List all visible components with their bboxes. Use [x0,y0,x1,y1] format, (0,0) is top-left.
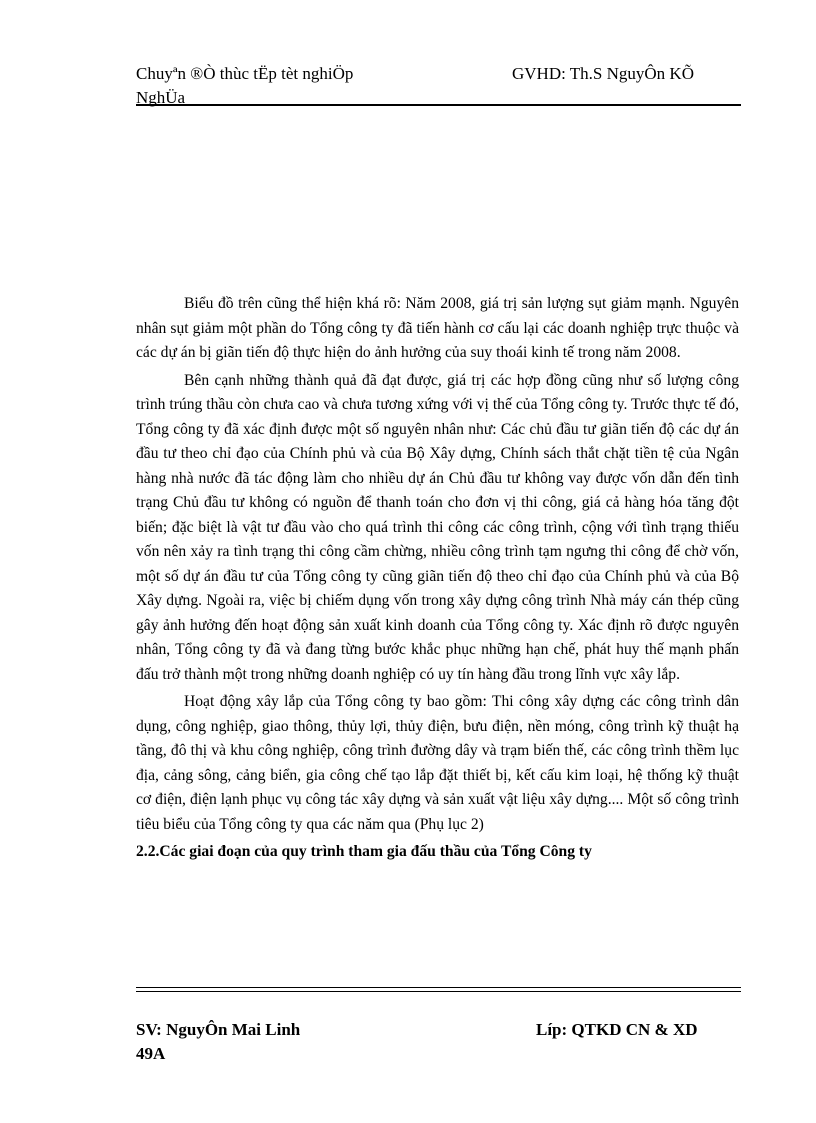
header-title [136,62,353,110]
header-advisor: GVHD: Th.S NguyÔn KÕ [512,64,694,83]
footer-student [136,1018,300,1066]
body-paragraph-1: Biểu đồ trên cũng thể hiện khá rõ: Năm 2008, giá trị sản lượng sụt giảm mạnh. Nguyên nhân sụt giảm một phần do Tổng công ty đã tiến hành cơ cấu lại các doanh nghiệp trực thuộc và các dự án bị giãn tiến độ thực hiện do ảnh hưởng của suy thoái kinh tế trong năm 2008. [136,295,739,361]
document-body [136,292,739,864]
footer-student-cohort: 49A [136,1044,166,1063]
body-paragraph-2: Bên cạnh những thành quả đã đạt được, giá trị các hợp đồng cũng như số lượng công trình trúng thầu còn chưa cao và chưa tương xứng với vị thế của Tổng công ty. Trước thực tế đó, Tổng công ty đã xác định được một số nguyên nhân như: Các chủ đầu tư giãn tiến độ các dự án đầu tư theo chỉ đạo của Chính phủ và của Bộ Xây dựng, Chính sách thắt chặt tiền tệ của Ngân hàng nhà nước đã tác động làm cho nhiều dự án Chủ đầu tư không vay được vốn dẫn đến tình trạng Chủ đầu tư không có nguồn để thanh toán cho đơn vị thi công, giá cả hàng hóa tăng đột biến; đặc biệt là vật tư đầu vào cho quá trình thi công các công trình, cộng với tình trạng thiếu vốn nên xảy ra tình trạng thi công cầm chừng, nhiều công trình tạm ngưng thi công để chờ vốn, một số dự án đầu tư của Tổng công ty cũng giãn tiến độ theo chỉ đạo của Chính phủ và của Bộ Xây dựng. Ngoài ra, việc bị chiếm dụng vốn trong xây dựng công trình Nhà máy cán thép cũng gây ảnh hưởng đến hoạt động sản xuất kinh doanh của Tổng công ty. Xác định rõ được nguyên nhân, Tổng công ty đã và đang từng bước khắc phục những hạn chế, phát huy thế mạnh phấn đấu trở thành một trong những doanh nghiệp có uy tín hàng đầu trong lĩnh vực xây lắp. [136,371,739,683]
footer-class: Líp: QTKD CN & XD [536,1020,698,1039]
header-title-line1: Chuyªn ®Ò thùc tËp tèt nghiÖp [136,64,354,83]
header-title-line2: NghÜa [136,88,186,107]
header-divider [136,104,741,106]
body-paragraph-3: Hoạt động xây lắp của Tổng công ty bao gồm: Thi công xây dựng các công trình dân dụng, công nghiệp, giao thông, thủy lợi, thủy điện, bưu điện, nền móng, công trình kỹ thuật hạ tầng, đô thị và khu công nghiệp, công trình đường dây và trạm biến thế, các công trình thềm lục địa, cảng sông, cảng biển, gia công chế tạo lắp đặt thiết bị, kết cấu kim loại, hệ thống kỹ thuật cơ điện, điện lạnh phục vụ công tác xây dựng và sản xuất vật liệu xây dựng.... Một số công trình tiêu biểu của Tổng công ty qua các năm qua (Phụ lục 2) [136,693,739,833]
section-heading: 2.2.Các giai đoạn của quy trình tham gia đấu thầu của Tổng Công ty [136,843,592,860]
footer-student-name: SV: NguyÔn Mai Linh [136,1020,301,1039]
footer-divider [136,987,741,992]
